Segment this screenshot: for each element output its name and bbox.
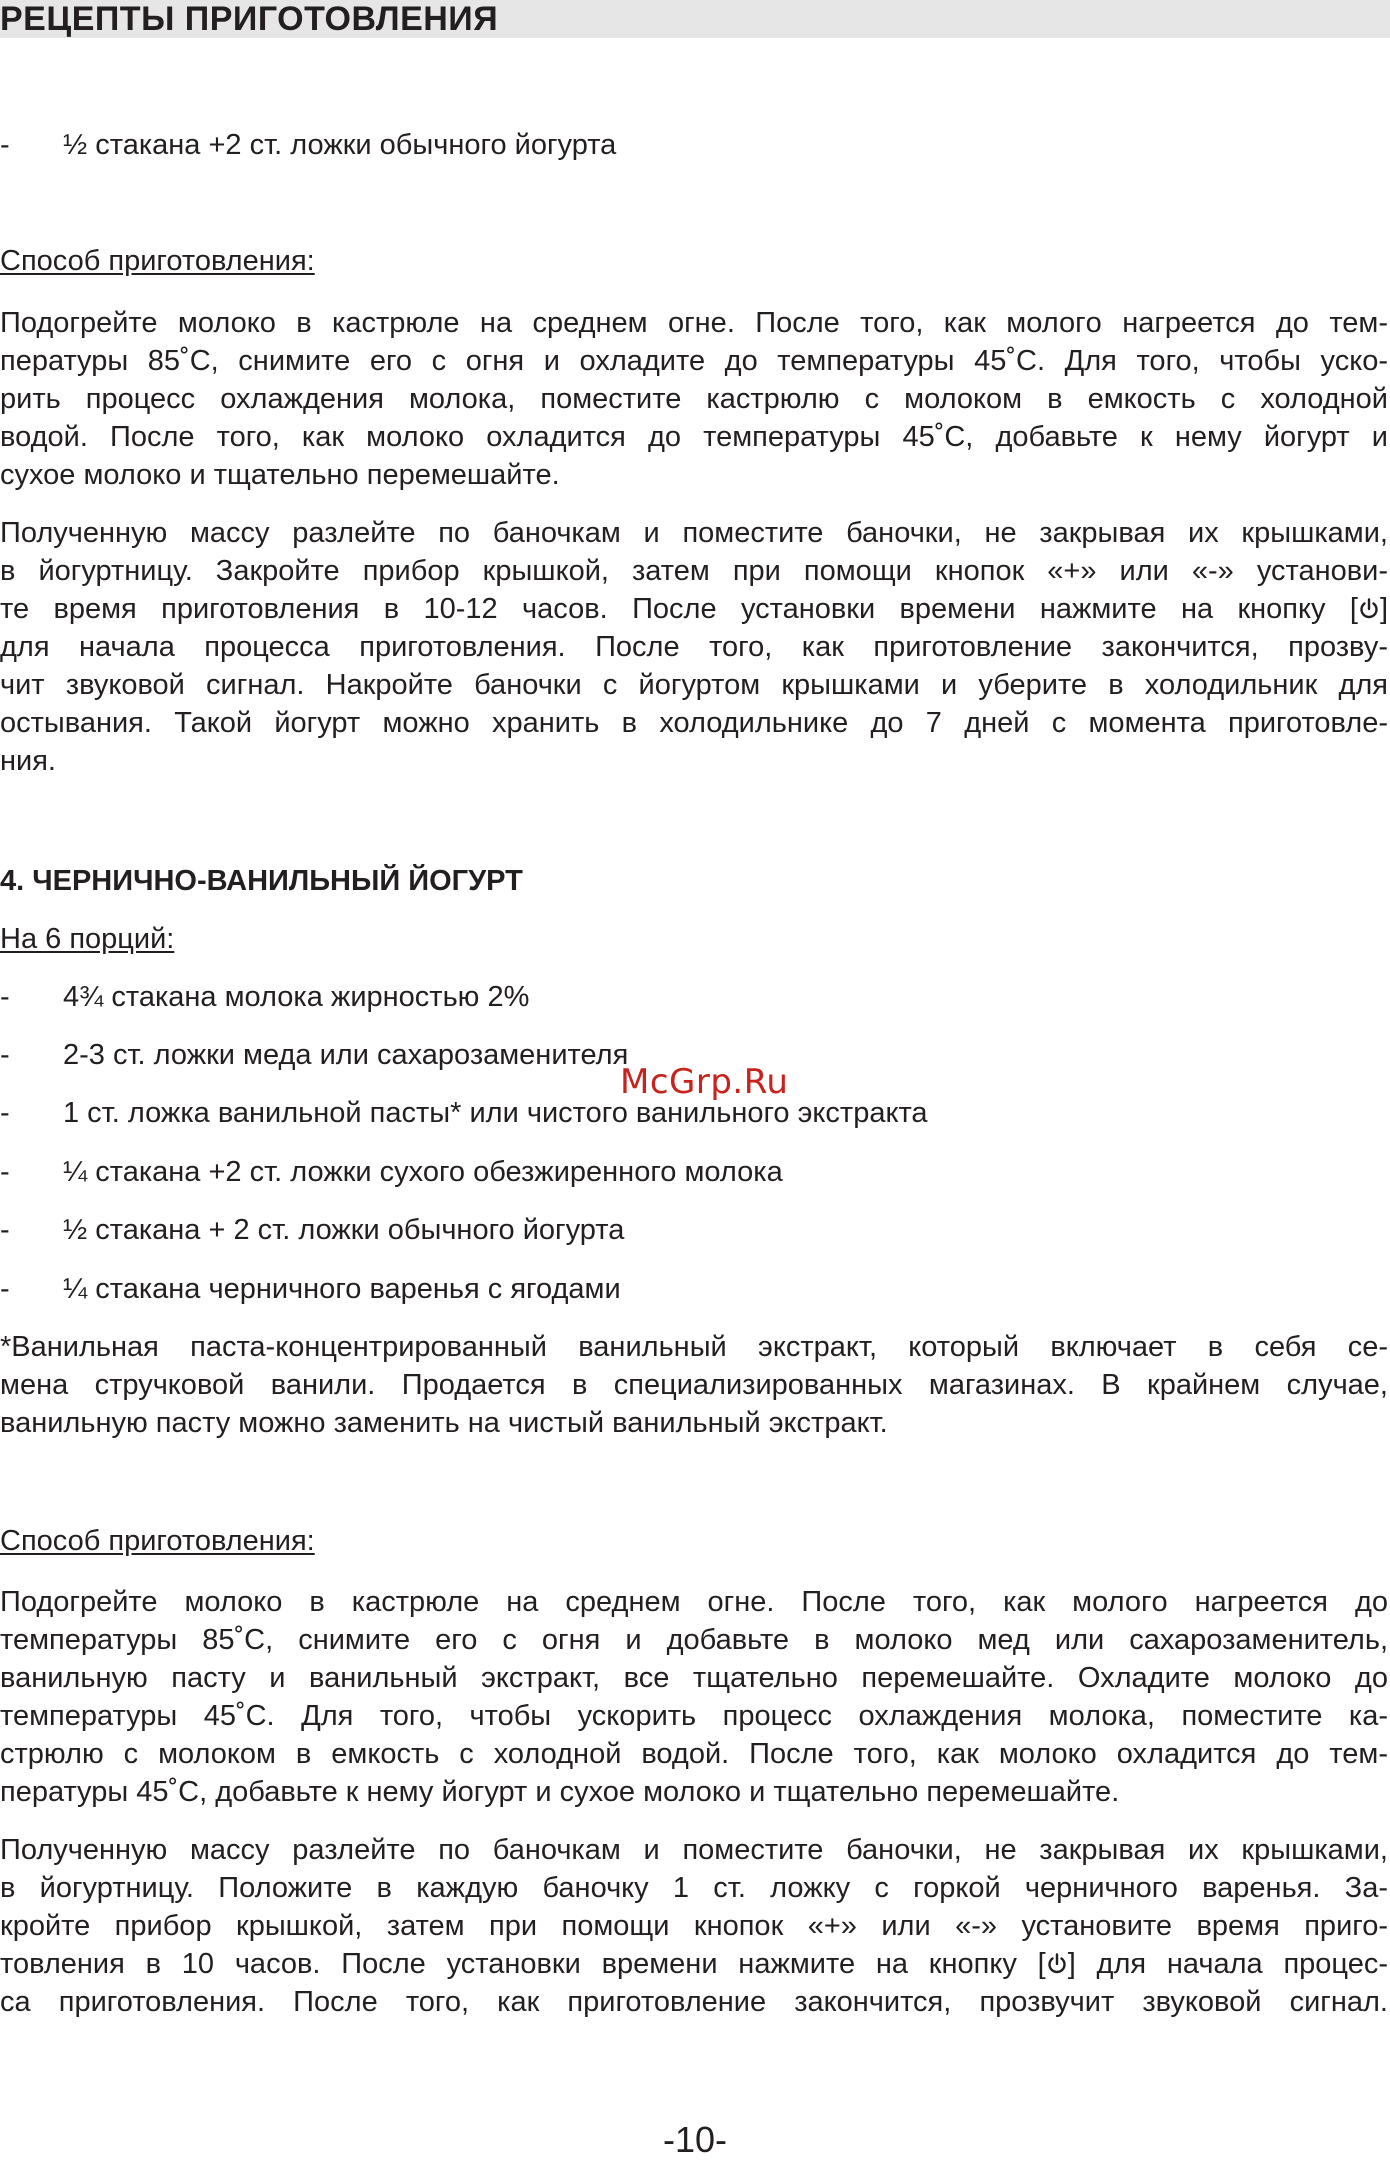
paragraph-line [0, 1947, 1388, 1981]
paragraph-line: остывания. Такой йогурт можно хранить в холодильнике до 7 дней с момента приготовле- [0, 707, 1388, 739]
paragraph-line [0, 592, 1388, 626]
page-number: -10- [662, 2119, 728, 2160]
ingredient-item: ½ стакана +2 ст. ложки обычного йогурта [63, 129, 617, 161]
paragraph-line: сухое молоко и тщательно перемешайте. [0, 459, 560, 491]
list-dash: - [0, 1214, 10, 1246]
paragraph-line: для начала процесса приготовления. После того, как приготовление закончится, прозву- [0, 631, 1388, 663]
method-heading: Способ приготовления: [0, 245, 315, 277]
power-icon [1358, 597, 1380, 621]
paragraph-line: температуры 45˚C. Для того, чтобы ускорить процесс охлаждения молока, поместите ка- [0, 1700, 1388, 1732]
paragraph-line: рить процесс охлаждения молока, поместите кастрюлю с молоком в емкость с холодной [0, 383, 1388, 415]
footnote-line: мена стручковой ванили. Продается в специализированных магазинах. В крайнем случае, [0, 1369, 1388, 1401]
paragraph-line: водой. После того, как молоко охладится до температуры 45˚C, добавьте к нему йогурт и [0, 421, 1388, 453]
list-dash: - [0, 981, 10, 1013]
paragraph-line: стрюлю с молоком в емкость с холодной водой. После того, как молоко охладится до тем- [0, 1738, 1388, 1770]
ingredient-item: ¼ стакана черничного варенья с ягодами [63, 1273, 621, 1305]
paragraph-line: Полученную массу разлейте по баночкам и поместите баночки, не закрывая их крышками, [0, 1834, 1388, 1866]
paragraph-line: пературы 45˚C, добавьте к нему йогурт и сухое молоко и тщательно перемешайте. [0, 1776, 1120, 1808]
watermark: McGrp.Ru [620, 1062, 789, 1102]
servings-label: На 6 порций: [0, 923, 175, 955]
paragraph-line: ния. [0, 745, 56, 777]
paragraph-line: ванильную пасту и ванильный экстракт, все тщательно перемешайте. Охладите молоко до [0, 1662, 1388, 1694]
paragraph-line: Подогрейте молоко в кастрюле на среднем огне. После того, как мологo нагреется до тем- [0, 307, 1388, 339]
page-title: РЕЦЕПТЫ ПРИГОТОВЛЕНИЯ [0, 0, 499, 38]
ingredient-item: ½ стакана + 2 ст. ложки обычного йогурта [63, 1214, 625, 1246]
ingredient-item: 4¾ стакана молока жирностью 2% [63, 981, 530, 1013]
list-dash: - [0, 1273, 10, 1305]
list-dash: - [0, 129, 10, 161]
ingredient-item: 2-3 ст. ложки меда или сахарозаменителя [63, 1039, 629, 1071]
ingredient-item: 1 ст. ложка ванильной пасты* или чистого ванильного экстракта [63, 1097, 928, 1129]
paragraph-line: Подогрейте молоко в кастрюле на среднем огне. После того, как мологo нагреется до [0, 1586, 1388, 1618]
footnote-line: *Ванильная паста-концентрированный ванильный экстракт, который включает в себя се- [0, 1331, 1388, 1363]
list-dash: - [0, 1156, 10, 1188]
power-icon [1046, 1952, 1068, 1976]
text-segment: те время приготовления в 10-12 часов. После установки времени нажмите на кнопку [ [0, 593, 1358, 625]
ingredient-item: ¼ стакана +2 ст. ложки сухого обезжиренного молока [63, 1156, 783, 1188]
paragraph-line: чит звуковой сигнал. Накройте баночки с йогуртом крышками и уберите в холодильник для [0, 669, 1388, 701]
paragraph-line: в йогуртницу. Положите в каждую баночку 1 ст. ложку с горкой черничного варенья. За- [0, 1872, 1388, 1904]
paragraph-line: пературы 85˚C, снимите его с огня и охладите до температуры 45˚C. Для того, чтобы уско- [0, 345, 1388, 377]
recipe-title: 4. ЧЕРНИЧНО-ВАНИЛЬНЫЙ ЙОГУРТ [0, 865, 523, 897]
paragraph-line: Полученную массу разлейте по баночкам и поместите баночки, не закрывая их крышками, [0, 517, 1388, 549]
paragraph-line: температуры 85˚C, снимите его с огня и добавьте в молоко мед или сахарозаменитель, [0, 1624, 1388, 1656]
list-dash: - [0, 1097, 10, 1129]
list-dash: - [0, 1039, 10, 1071]
text-segment: ] [1379, 593, 1388, 625]
paragraph-line: в йогуртницу. Закройте прибор крышкой, затем при помощи кнопок «+» или «-» установи- [0, 555, 1388, 587]
paragraph-line: са приготовления. После того, как приготовление закончится, прозвучит звуковой сигнал. [0, 1986, 1388, 2018]
method-heading: Способ приготовления: [0, 1525, 315, 1557]
text-segment: ] для начала процес- [1067, 1948, 1388, 1980]
paragraph-line: кройте прибор крышкой, затем при помощи кнопок «+» или «-» установите время приго- [0, 1910, 1388, 1942]
text-segment: товления в 10 часов. После установки времени нажмите на кнопку [ [0, 1948, 1046, 1980]
footnote-line: ванильную пасту можно заменить на чистый ванильный экстракт. [0, 1407, 888, 1439]
